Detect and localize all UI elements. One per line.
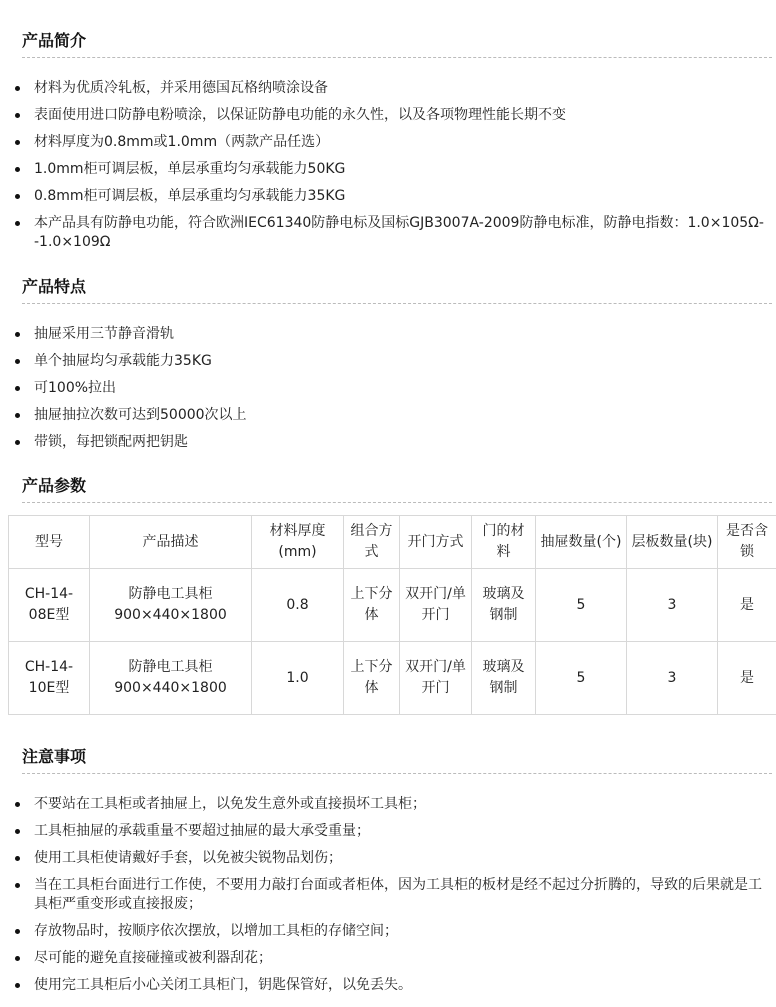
list-item: 单个抽屉均匀承载能力35KG bbox=[0, 352, 776, 371]
intro-section bbox=[0, 28, 776, 260]
table-cell: 上下分体 bbox=[344, 642, 400, 715]
table-header-cell: 型号 bbox=[9, 516, 90, 569]
list-item: 抽屉抽拉次数可达到50000次以上 bbox=[0, 406, 776, 425]
list-item: 抽屉采用三节静音滑轨 bbox=[0, 325, 776, 344]
features-section bbox=[0, 274, 776, 460]
intro-list bbox=[0, 79, 776, 252]
table-cell: 双开门/单开门 bbox=[400, 569, 472, 642]
section-divider bbox=[22, 773, 772, 774]
list-item: 材料厚度为0.8mm或1.0mm（两款产品任选） bbox=[0, 133, 776, 152]
list-item: 使用完工具柜后小心关闭工具柜门，钥匙保管好，以免丢失。 bbox=[0, 976, 776, 995]
list-item: 不要站在工具柜或者抽屉上，以免发生意外或直接损坏工具柜； bbox=[0, 795, 776, 814]
table-cell: 1.0 bbox=[252, 642, 344, 715]
list-item: 可100%拉出 bbox=[0, 379, 776, 398]
list-item: 0.8mm柜可调层板，单层承重均匀承载能力35KG bbox=[0, 187, 776, 206]
table-row bbox=[9, 569, 776, 642]
table-cell: 是 bbox=[718, 569, 776, 642]
params-table bbox=[8, 515, 776, 715]
table-cell: CH-14-08E型 bbox=[9, 569, 90, 642]
section-title-intro: 产品简介 bbox=[22, 31, 87, 50]
table-cell: 防静电工具柜900×440×1800 bbox=[90, 569, 252, 642]
notes-list bbox=[0, 795, 776, 995]
table-header-cell: 抽屉数量(个) bbox=[536, 516, 627, 569]
section-divider bbox=[22, 502, 772, 503]
table-cell: 5 bbox=[536, 642, 627, 715]
list-item: 1.0mm柜可调层板，单层承重均匀承载能力50KG bbox=[0, 160, 776, 179]
section-divider bbox=[22, 57, 772, 58]
table-cell: 双开门/单开门 bbox=[400, 642, 472, 715]
table-cell: 0.8 bbox=[252, 569, 344, 642]
section-title-params: 产品参数 bbox=[22, 476, 87, 495]
params-body bbox=[9, 569, 776, 715]
table-cell: 3 bbox=[627, 642, 718, 715]
list-item: 表面使用进口防静电粉喷涂，以保证防静电功能的永久性，以及各项物理性能长期不变 bbox=[0, 106, 776, 125]
table-cell: 上下分体 bbox=[344, 569, 400, 642]
table-header-cell: 门的材料 bbox=[472, 516, 536, 569]
table-cell: 玻璃及钢制 bbox=[472, 569, 536, 642]
section-divider bbox=[22, 303, 772, 304]
table-header-cell: 是否含锁 bbox=[718, 516, 776, 569]
params-section bbox=[0, 473, 776, 503]
features-list bbox=[0, 325, 776, 452]
table-cell: 防静电工具柜900×440×1800 bbox=[90, 642, 252, 715]
list-item: 存放物品时，按顺序依次摆放，以增加工具柜的存储空间； bbox=[0, 922, 776, 941]
list-item: 使用工具柜使请戴好手套，以免被尖锐物品划伤； bbox=[0, 849, 776, 868]
table-header-cell: 层板数量(块) bbox=[627, 516, 718, 569]
list-item: 工具柜抽屉的承载重量不要超过抽屉的最大承受重量； bbox=[0, 822, 776, 841]
table-header-cell: 组合方式 bbox=[344, 516, 400, 569]
section-title-notes: 注意事项 bbox=[22, 747, 87, 766]
table-row bbox=[9, 642, 776, 715]
notes-section bbox=[0, 744, 776, 1003]
table-cell: 5 bbox=[536, 569, 627, 642]
list-item: 尽可能的避免直接碰撞或被利器刮花； bbox=[0, 949, 776, 968]
params-header-row bbox=[9, 516, 776, 569]
list-item: 当在工具柜台面进行工作使，不要用力敲打台面或者柜体，因为工具柜的板材是经不起过分折腾的，导致的后果就是工具柜严重变形或直接报废； bbox=[0, 876, 776, 914]
table-cell: 3 bbox=[627, 569, 718, 642]
table-header-cell: 开门方式 bbox=[400, 516, 472, 569]
list-item: 带锁，每把锁配两把钥匙 bbox=[0, 433, 776, 452]
list-item: 材料为优质冷轧板，并采用德国瓦格纳喷涂设备 bbox=[0, 79, 776, 98]
table-header-cell: 产品描述 bbox=[90, 516, 252, 569]
table-cell: CH-14-10E型 bbox=[9, 642, 90, 715]
table-cell: 玻璃及钢制 bbox=[472, 642, 536, 715]
section-title-features: 产品特点 bbox=[22, 277, 87, 296]
table-header-cell: 材料厚度(mm) bbox=[252, 516, 344, 569]
list-item: 本产品具有防静电功能，符合欧洲IEC61340防静电标及国标GJB3007A-2009防静电标准，防静电指数：1.0×105Ω--1.0×109Ω bbox=[0, 214, 776, 252]
table-cell: 是 bbox=[718, 642, 776, 715]
